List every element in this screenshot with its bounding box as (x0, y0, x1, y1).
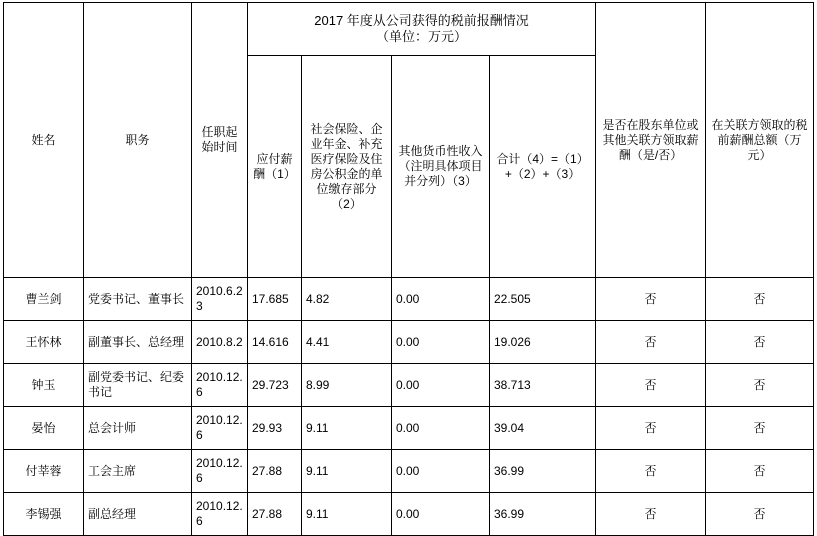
cell-related: 否 (706, 321, 814, 364)
cell-title: 党委书记、董事长 (84, 278, 192, 321)
table-row (4, 364, 814, 407)
header-group-compensation (248, 3, 596, 56)
cell-social: 9.11 (302, 493, 392, 536)
cell-related: 否 (706, 493, 814, 536)
cell-total: 22.505 (490, 278, 596, 321)
table-row (4, 278, 814, 321)
cell-total: 36.99 (490, 493, 596, 536)
cell-social: 9.11 (302, 407, 392, 450)
header-pay: 应付薪酬（1） (248, 56, 302, 278)
table-row (4, 407, 814, 450)
cell-start-date: 2010.12.6 (192, 364, 248, 407)
cell-shareholder: 否 (596, 364, 706, 407)
cell-start-date: 2010.12.6 (192, 493, 248, 536)
cell-start-date: 2010.6.23 (192, 278, 248, 321)
cell-total: 39.04 (490, 407, 596, 450)
cell-name: 王怀林 (4, 321, 84, 364)
document-page (0, 2, 817, 528)
header-name: 姓名 (4, 3, 84, 278)
cell-pay: 29.93 (248, 407, 302, 450)
cell-total: 19.026 (490, 321, 596, 364)
header-start-date: 任职起始时间 (192, 3, 248, 278)
header-related: 在关联方领取的税前薪酬总额（万元） (706, 3, 814, 278)
cell-title: 工会主席 (84, 450, 192, 493)
cell-shareholder: 否 (596, 321, 706, 364)
cell-related: 否 (706, 278, 814, 321)
table-header-top-row (4, 3, 814, 56)
cell-name: 付莘蓉 (4, 450, 84, 493)
cell-shareholder: 否 (596, 278, 706, 321)
cell-title: 副董事长、总经理 (84, 321, 192, 364)
header-social: 社会保险、企业年金、补充医疗保险及住房公积金的单位缴存部分（2） (302, 56, 392, 278)
cell-total: 36.99 (490, 450, 596, 493)
cell-pay: 27.88 (248, 493, 302, 536)
cell-name: 晏怡 (4, 407, 84, 450)
cell-pay: 27.88 (248, 450, 302, 493)
cell-social: 8.99 (302, 364, 392, 407)
cell-name: 李锡强 (4, 493, 84, 536)
cell-social: 4.82 (302, 278, 392, 321)
cell-title: 总会计师 (84, 407, 192, 450)
cell-other: 0.00 (392, 493, 490, 536)
table-row (4, 450, 814, 493)
cell-title: 副总经理 (84, 493, 192, 536)
cell-name: 钟玉 (4, 364, 84, 407)
compensation-table (3, 2, 814, 536)
cell-social: 4.41 (302, 321, 392, 364)
cell-name: 曹兰剑 (4, 278, 84, 321)
cell-start-date: 2010.12.6 (192, 407, 248, 450)
cell-social: 9.11 (302, 450, 392, 493)
cell-start-date: 2010.8.2 (192, 321, 248, 364)
header-total: 合计（4）=（1）+（2）+（3） (490, 56, 596, 278)
cell-pay: 29.723 (248, 364, 302, 407)
cell-other: 0.00 (392, 278, 490, 321)
cell-related: 否 (706, 364, 814, 407)
cell-total: 38.713 (490, 364, 596, 407)
cell-start-date: 2010.12.6 (192, 450, 248, 493)
table-row (4, 321, 814, 364)
cell-related: 否 (706, 407, 814, 450)
cell-pay: 14.616 (248, 321, 302, 364)
table-row (4, 493, 814, 536)
cell-other: 0.00 (392, 321, 490, 364)
cell-pay: 17.685 (248, 278, 302, 321)
header-shareholder: 是否在股东单位或其他关联方领取薪酬（是/否） (596, 3, 706, 278)
header-other: 其他货币性收入（注明具体项目并分列）（3） (392, 56, 490, 278)
cell-other: 0.00 (392, 450, 490, 493)
cell-shareholder: 否 (596, 407, 706, 450)
cell-shareholder: 否 (596, 493, 706, 536)
cell-title: 副党委书记、纪委书记 (84, 364, 192, 407)
header-group-line2: （单位：万元） (376, 29, 468, 44)
cell-shareholder: 否 (596, 450, 706, 493)
cell-other: 0.00 (392, 364, 490, 407)
header-title: 职务 (84, 3, 192, 278)
cell-other: 0.00 (392, 407, 490, 450)
cell-related: 否 (706, 450, 814, 493)
header-group-line1: 2017 年度从公司获得的税前报酬情况 (314, 12, 529, 28)
